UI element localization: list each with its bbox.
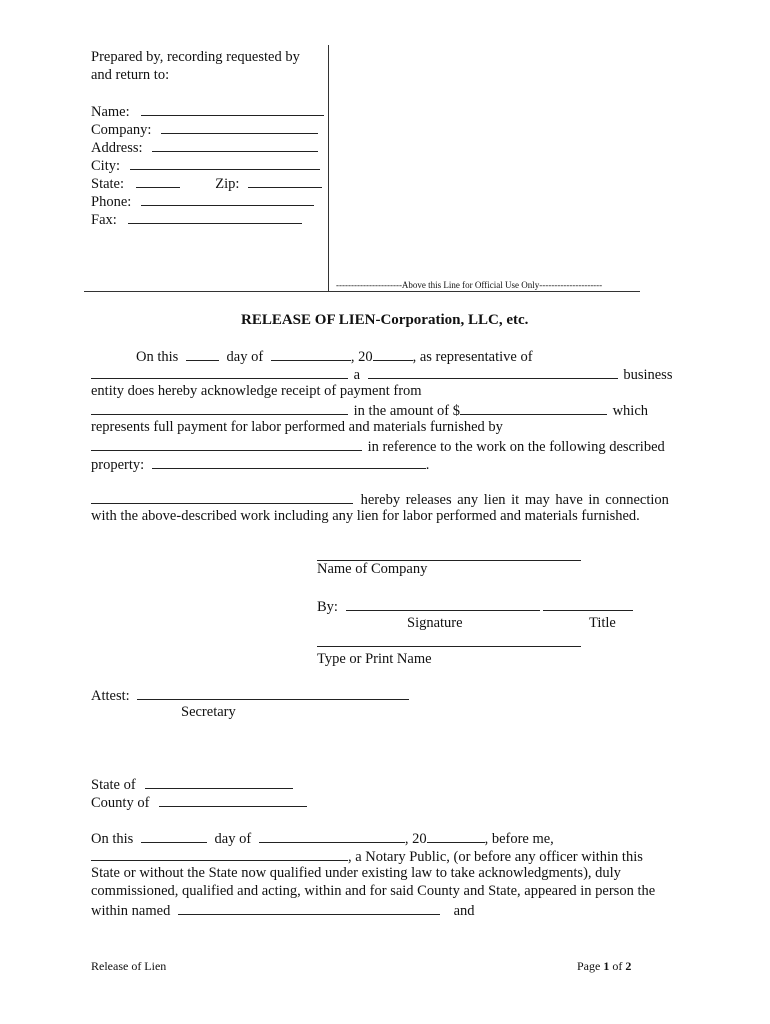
- footer-page-number: [577, 960, 631, 972]
- para2-line2: with the above-described work including any lien for labor performed and materials furnished.: [91, 508, 640, 524]
- name-label: Name:: [91, 104, 130, 120]
- state-label: State:: [91, 176, 125, 192]
- and-text: and: [453, 903, 475, 919]
- phone-field[interactable]: [141, 193, 314, 206]
- month-field[interactable]: [271, 348, 351, 361]
- business-text: business: [623, 367, 673, 383]
- city-label: City:: [91, 158, 121, 174]
- year-prefix: , 20: [350, 349, 373, 365]
- notary-year-field[interactable]: [427, 830, 485, 843]
- notary-line2: [91, 848, 643, 865]
- page-total: 2: [625, 959, 632, 973]
- on-this-text: On this: [136, 349, 179, 365]
- type-or-print-label: Type or Print Name: [317, 651, 432, 667]
- page-current: 1: [603, 959, 610, 973]
- property-text: property:: [91, 457, 145, 473]
- representative-field[interactable]: [91, 366, 348, 379]
- fax-row: [91, 211, 302, 228]
- day-of-text: day of: [226, 349, 264, 365]
- company-row: [91, 121, 318, 138]
- phone-row: [91, 193, 314, 210]
- city-field[interactable]: [130, 157, 320, 170]
- county-of-label: County of: [91, 795, 150, 811]
- para1-line2: [91, 366, 672, 383]
- page-prefix: Page: [577, 959, 604, 973]
- company-name-field[interactable]: [317, 548, 581, 561]
- reference-text: in reference to the work on the following described: [367, 439, 665, 455]
- within-named-field[interactable]: [178, 902, 440, 915]
- within-named-text: within named: [91, 903, 171, 919]
- para2-line1: [91, 491, 669, 508]
- phone-label: Phone:: [91, 194, 132, 210]
- print-name-field[interactable]: [317, 634, 581, 647]
- notary-county-field[interactable]: [159, 794, 307, 807]
- city-row: [91, 157, 320, 174]
- releasor-field[interactable]: [91, 491, 353, 504]
- entity-type-field[interactable]: [368, 366, 618, 379]
- amount-text: in the amount of $: [353, 403, 460, 419]
- notary-on-this: On this: [91, 831, 134, 847]
- header-divider-vertical: [328, 45, 329, 291]
- notary-line4: commissioned, qualified and acting, within and for said County and State, appeared in person the: [91, 883, 656, 899]
- fax-field[interactable]: [128, 211, 302, 224]
- para1-line7: [91, 456, 429, 473]
- attest-row: [91, 687, 409, 704]
- attest-field[interactable]: [137, 687, 409, 700]
- para1-line5: represents full payment for labor performed and materials furnished by: [91, 419, 503, 435]
- name-of-company-label: Name of Company: [317, 561, 428, 577]
- para1-line1: [136, 348, 533, 365]
- attest-label: Attest:: [91, 688, 130, 704]
- day-field[interactable]: [186, 348, 219, 361]
- notary-month-field[interactable]: [259, 830, 405, 843]
- address-label: Address:: [91, 140, 143, 156]
- property-period: .: [425, 457, 430, 473]
- signature-label: Signature: [407, 615, 463, 631]
- notary-day-of: day of: [214, 831, 252, 847]
- state-of-row: [91, 776, 293, 793]
- payer-field[interactable]: [91, 402, 348, 415]
- notary-line5: [91, 902, 475, 919]
- secretary-label: Secretary: [181, 704, 236, 720]
- state-of-label: State of: [91, 777, 136, 793]
- fax-label: Fax:: [91, 212, 117, 228]
- title-field[interactable]: [543, 598, 633, 611]
- year-field[interactable]: [373, 348, 413, 361]
- a-text: a: [353, 367, 361, 383]
- notary-public-text: , a Notary Public, (or before any officer within this: [348, 849, 643, 865]
- name-row: [91, 103, 324, 120]
- state-field[interactable]: [136, 175, 180, 188]
- by-row: [317, 598, 633, 615]
- title-label: Title: [589, 615, 616, 631]
- as-rep-text: , as representative of: [412, 349, 533, 365]
- header-divider-horizontal: [84, 291, 640, 292]
- footer-doc-name: Release of Lien: [91, 959, 167, 973]
- state-zip-row: [91, 175, 322, 192]
- page-of: of: [609, 959, 626, 973]
- notary-day-field[interactable]: [141, 830, 207, 843]
- para1-line3: entity does hereby acknowledge receipt of payment from: [91, 383, 422, 399]
- para1-line6: [91, 438, 665, 455]
- zip-field[interactable]: [248, 175, 322, 188]
- official-use-notice: ----------------------Above this Line for Official Use Only---------------------: [336, 280, 603, 290]
- company-label: Company:: [91, 122, 152, 138]
- document-title: RELEASE OF LIEN-Corporation, LLC, etc.: [241, 312, 529, 328]
- furnished-by-field[interactable]: [91, 438, 362, 451]
- notary-state-field[interactable]: [145, 776, 293, 789]
- which-text: which: [612, 403, 649, 419]
- before-me-text: , before me,: [484, 831, 554, 847]
- by-label: By:: [317, 599, 338, 615]
- notary-line3: State or without the State now qualified under existing law to take acknowledgments), duly: [91, 865, 621, 881]
- zip-label: Zip:: [215, 176, 240, 192]
- notary-name-field[interactable]: [91, 848, 348, 861]
- notary-year-prefix: , 20: [404, 831, 427, 847]
- prepared-by-line2: and return to:: [91, 67, 170, 83]
- company-field[interactable]: [161, 121, 318, 134]
- hereby-releases-text: hereby releases any lien it may have in connection: [360, 492, 669, 508]
- amount-field[interactable]: [460, 402, 607, 415]
- property-field[interactable]: [152, 456, 426, 469]
- county-of-row: [91, 794, 307, 811]
- para1-line4: [91, 402, 648, 419]
- name-field[interactable]: [141, 103, 324, 116]
- address-field[interactable]: [152, 139, 318, 152]
- notary-line1: [91, 830, 554, 847]
- signature-field[interactable]: [346, 598, 540, 611]
- print-name-row: [317, 634, 581, 651]
- address-row: [91, 139, 318, 156]
- prepared-by-line1: Prepared by, recording requested by: [91, 49, 300, 65]
